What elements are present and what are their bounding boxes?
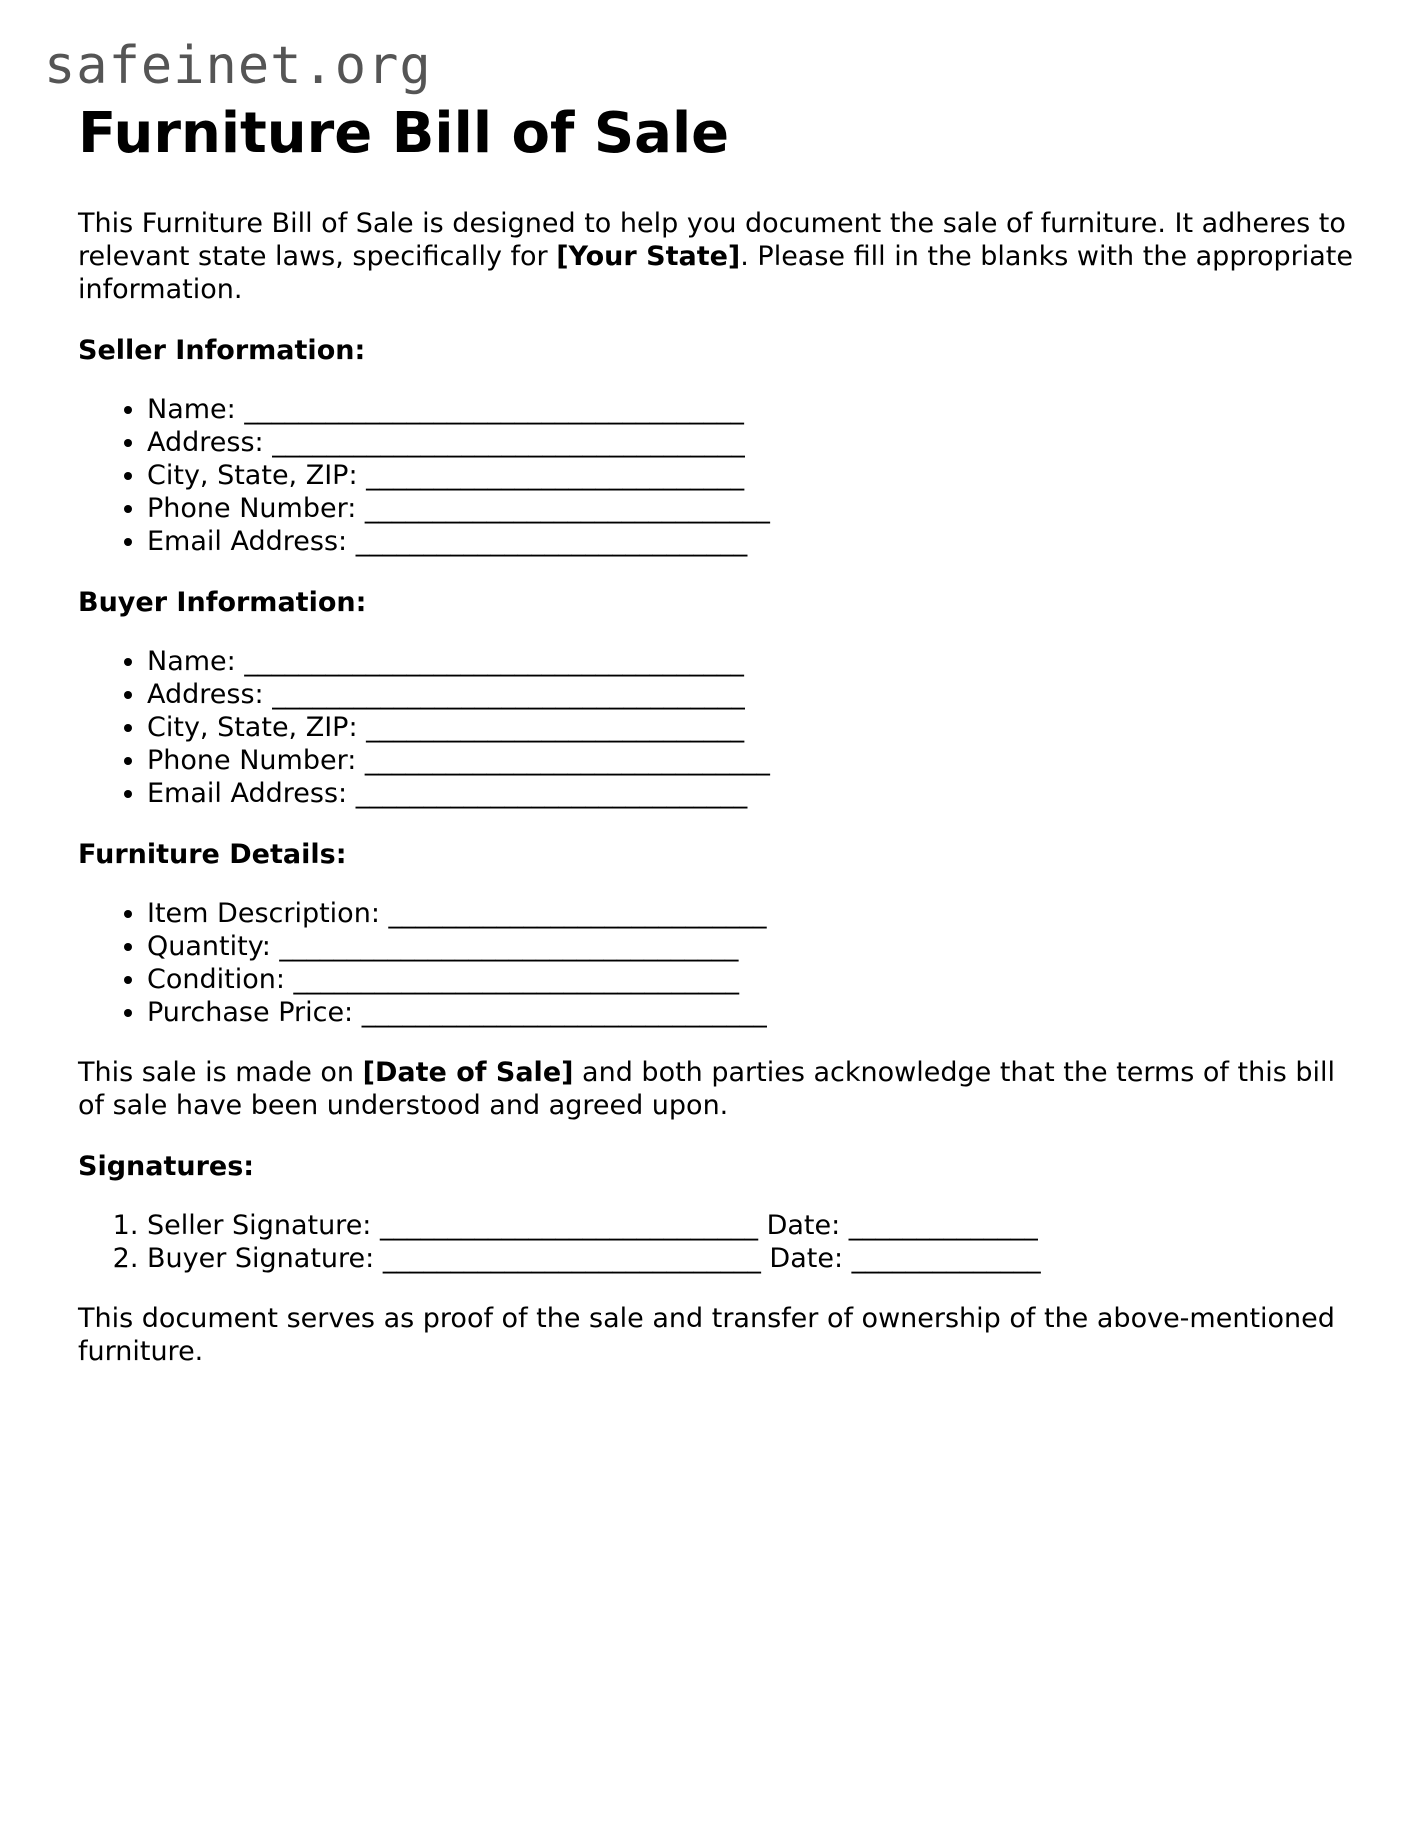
date-placeholder: [Date of Sale] bbox=[362, 1057, 574, 1089]
seller-address-field: • Address: ___________________________________ bbox=[147, 426, 1358, 459]
sale-text-2: and both parties acknowledge that the terms of this bill of sale have been understood and agreed upon. bbox=[78, 1057, 1336, 1122]
intro-paragraph bbox=[78, 207, 1358, 306]
buyer-section-heading: Buyer Information: bbox=[78, 587, 367, 619]
seller-city-state-zip-field: • City, State, ZIP: ____________________________ bbox=[147, 459, 1358, 492]
seller-name-field: • Name: _____________________________________ bbox=[147, 393, 1358, 426]
item-description-field: • Item Description: ____________________________ bbox=[147, 897, 1358, 930]
quantity-field: • Quantity: __________________________________ bbox=[147, 930, 1358, 963]
watermark: safeinet.org bbox=[44, 36, 432, 96]
buyer-email-field: • Email Address: _____________________________ bbox=[147, 777, 1358, 810]
buyer-address-field: • Address: ___________________________________ bbox=[147, 678, 1358, 711]
signatures-list bbox=[78, 1209, 1358, 1275]
condition-field: • Condition: _________________________________ bbox=[147, 963, 1358, 996]
seller-signature-line: 1. Seller Signature: ____________________________ Date: ______________ bbox=[147, 1209, 1358, 1242]
buyer-name-field: • Name: _____________________________________ bbox=[147, 645, 1358, 678]
signatures-section-heading: Signatures: bbox=[78, 1151, 255, 1183]
furniture-fields-list bbox=[78, 897, 1358, 1029]
seller-section-heading: Seller Information: bbox=[78, 335, 366, 367]
intro-text-1: This Furniture Bill of Sale is designed to help you document the sale of furniture. It adheres to relevant state laws, specifically for bbox=[78, 208, 1346, 273]
document-body bbox=[78, 100, 1358, 1368]
seller-email-field: • Email Address: _____________________________ bbox=[147, 525, 1358, 558]
seller-phone-field: • Phone Number: ______________________________ bbox=[147, 492, 1358, 525]
buyer-fields-list bbox=[78, 645, 1358, 810]
seller-fields-list bbox=[78, 393, 1358, 558]
intro-text-2: . Please fill in the blanks with the appropriate information. bbox=[78, 241, 1353, 306]
state-placeholder: [Your State] bbox=[556, 241, 741, 273]
sale-text-1: This sale is made on bbox=[78, 1057, 363, 1089]
furniture-section-heading: Furniture Details: bbox=[78, 839, 347, 871]
buyer-phone-field: • Phone Number: ______________________________ bbox=[147, 744, 1358, 777]
buyer-city-state-zip-field: • City, State, ZIP: ____________________________ bbox=[147, 711, 1358, 744]
page-title: Furniture Bill of Sale bbox=[78, 101, 730, 166]
closing-statement: This document serves as proof of the sale and transfer of ownership of the above-mentioned furniture. bbox=[78, 1303, 1335, 1368]
purchase-price-field: • Purchase Price: ______________________________ bbox=[147, 996, 1358, 1029]
sale-statement bbox=[78, 1056, 1358, 1122]
buyer-signature-line: 2. Buyer Signature: ____________________________ Date: ______________ bbox=[147, 1242, 1358, 1275]
